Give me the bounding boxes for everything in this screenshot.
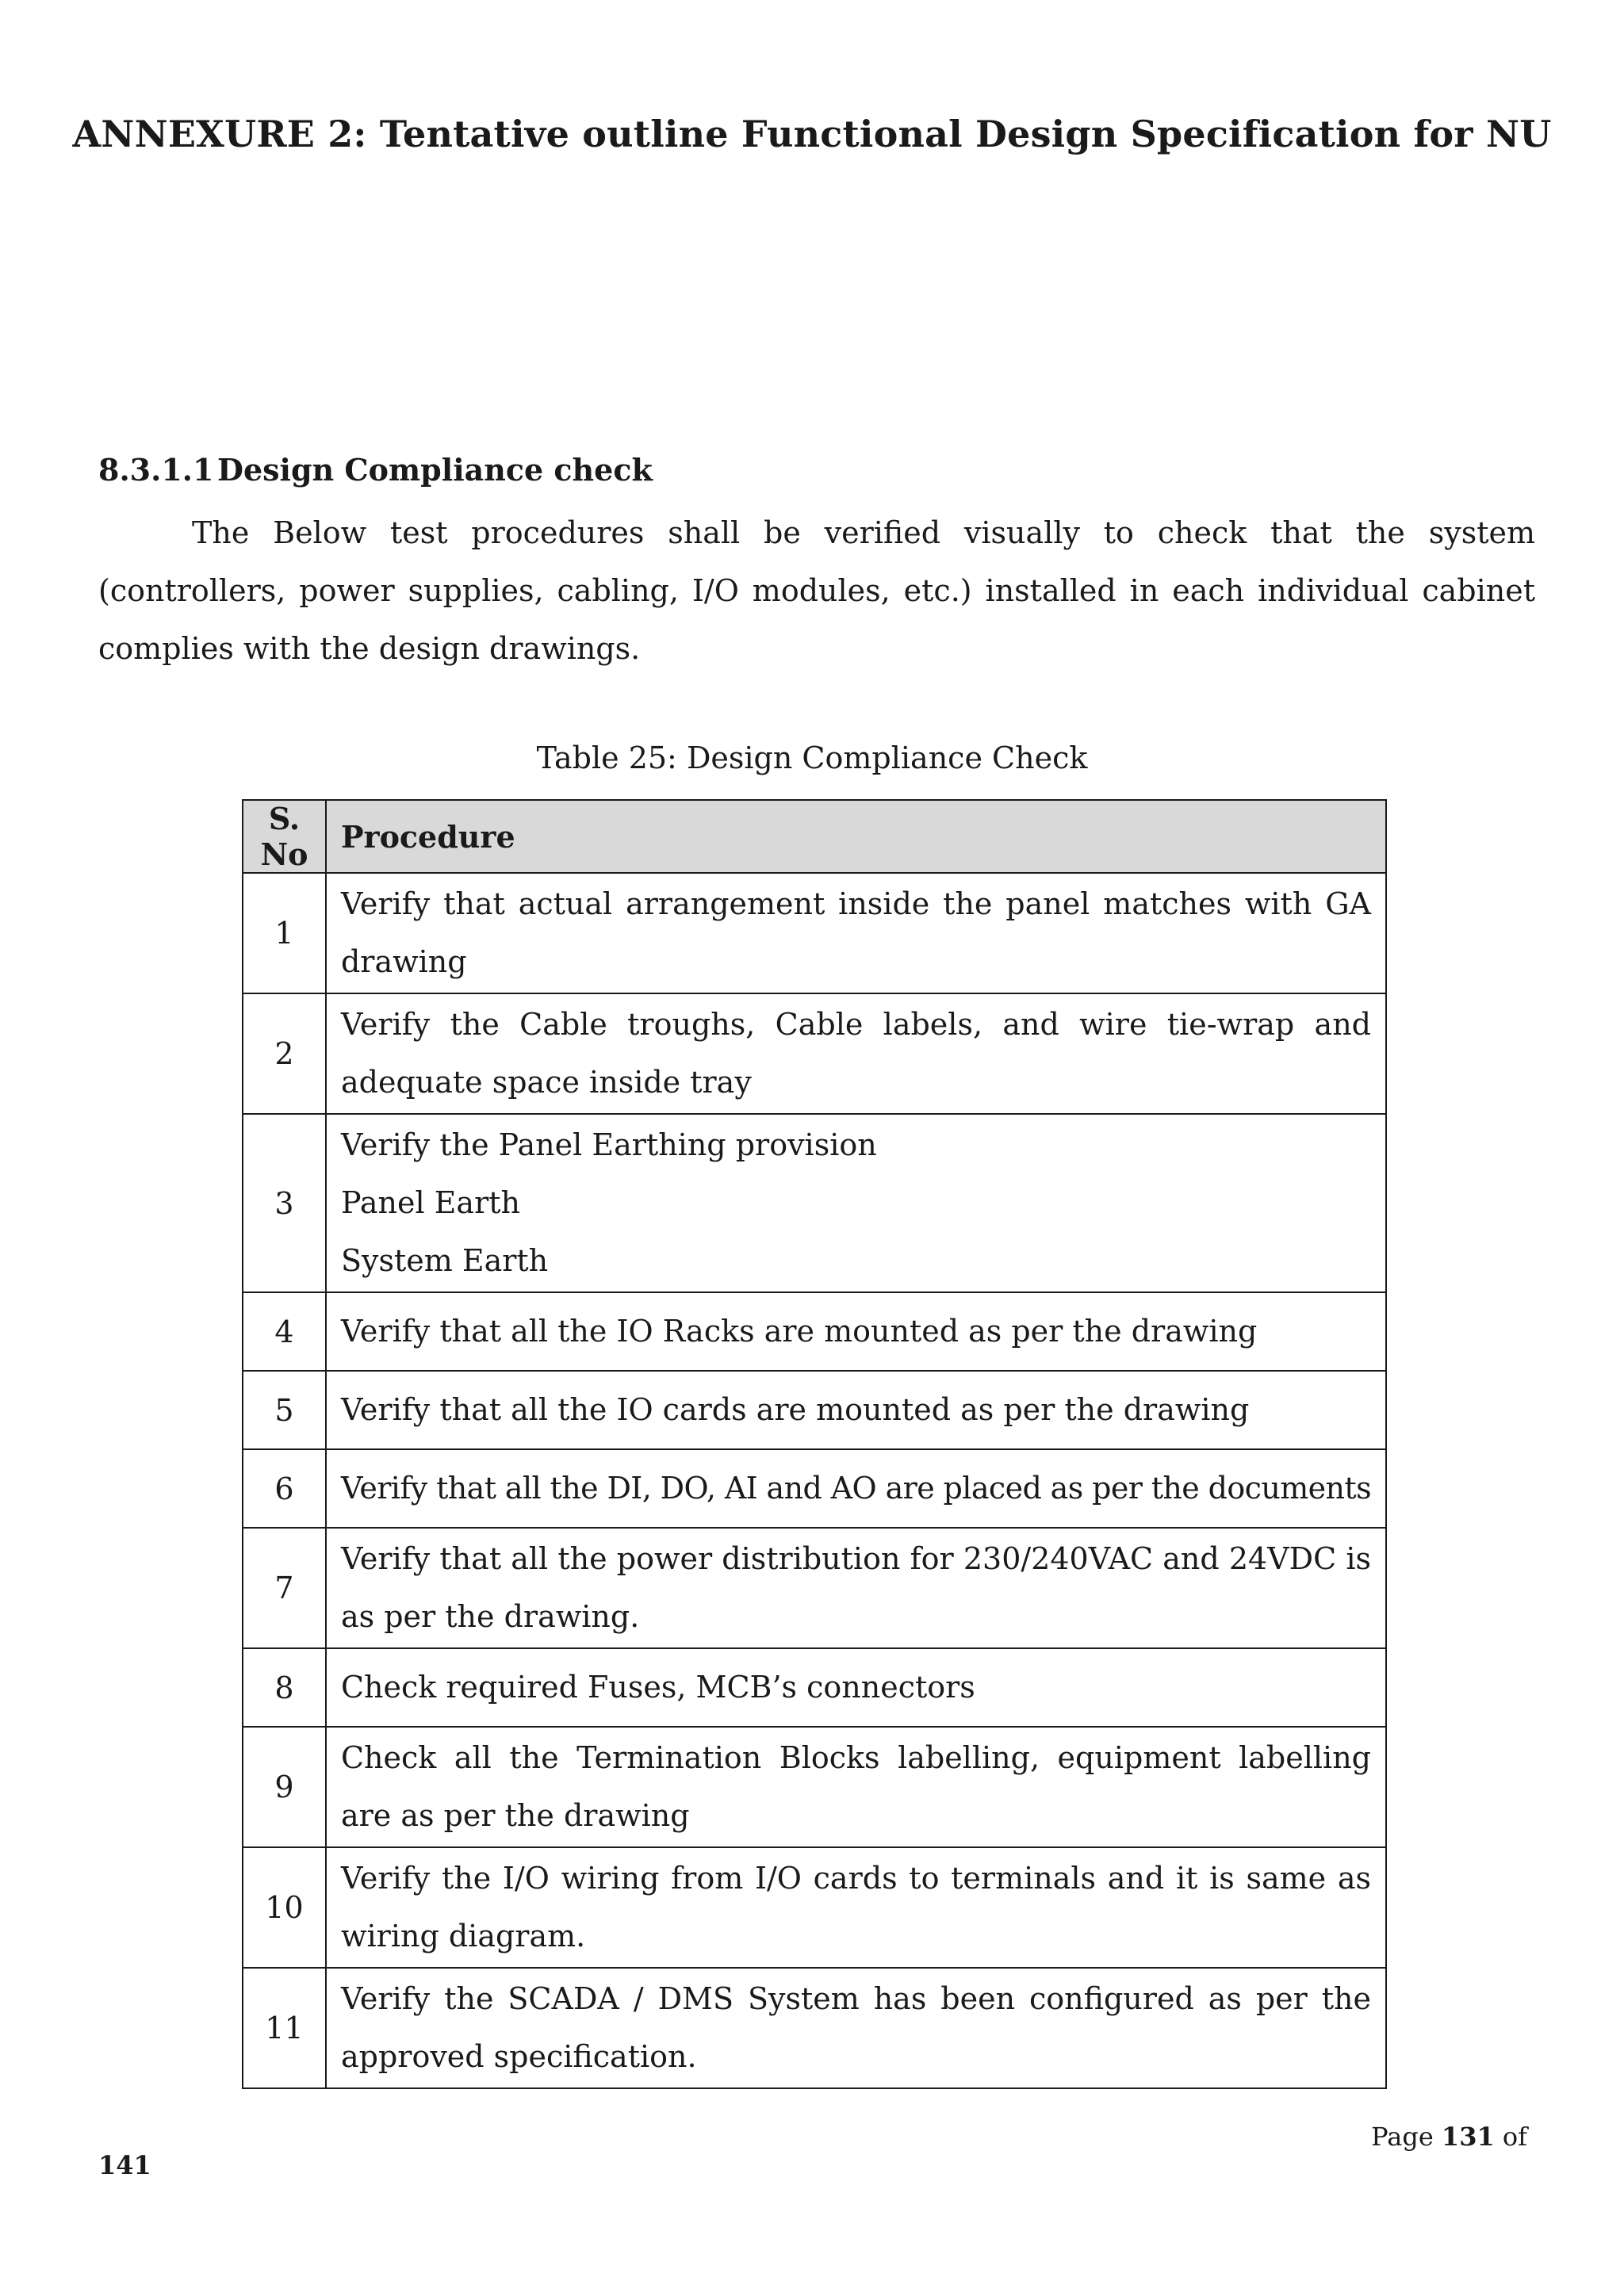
column-header-procedure: Procedure [326, 800, 1386, 873]
table-caption: Table 25: Design Compliance Check [536, 740, 1088, 775]
procedure-line: Panel Earth [340, 1185, 520, 1220]
row-procedure: Verify that all the DI, DO, AI and AO are placed as per the documents [326, 1449, 1386, 1528]
row-procedure: Verify that all the IO Racks are mounted as per the drawing [326, 1292, 1386, 1371]
table-row [243, 1449, 1386, 1528]
row-sno: 5 [243, 1371, 326, 1449]
row-procedure: Verify that actual arrangement inside the panel matches with GA drawing [326, 873, 1386, 993]
table-header-row [243, 800, 1386, 873]
row-sno: 8 [243, 1648, 326, 1727]
section-intro-paragraph: The Below test procedures shall be verified visually to check that the system (controllers, power supplies, cabling, I/O modules, etc.) installed in each individual cabinet complies with the design drawings. [98, 515, 1535, 666]
row-sno: 11 [243, 1968, 326, 2088]
table-row [243, 1968, 1386, 2088]
table-row [243, 1292, 1386, 1371]
page-footer [1371, 2122, 1527, 2152]
document-title: ANNEXURE 2: Tentative outline Functional Design Specification for NU [72, 113, 1552, 155]
table-row [243, 1648, 1386, 1727]
row-sno: 3 [243, 1114, 326, 1292]
row-sno: 6 [243, 1449, 326, 1528]
table-row [243, 1847, 1386, 1968]
row-sno: 2 [243, 993, 326, 1114]
row-procedure: Check required Fuses, MCB’s connectors [326, 1648, 1386, 1727]
row-procedure: Verify the SCADA / DMS System has been configured as per the approved specification. [326, 1968, 1386, 2088]
page-number: 131 [1441, 2122, 1495, 2152]
procedure-line: Verify the Panel Earthing provision [340, 1127, 877, 1162]
row-procedure: Verify that all the power distribution for 230/240VAC and 24VDC is as per the drawing. [326, 1528, 1386, 1648]
row-procedure: Verify that all the IO cards are mounted as per the drawing [326, 1371, 1386, 1449]
row-sno: 7 [243, 1528, 326, 1648]
page-total: 141 [98, 2150, 151, 2180]
page-prefix: Page [1371, 2122, 1442, 2152]
row-sno: 9 [243, 1727, 326, 1847]
table-row [243, 1727, 1386, 1847]
table-row [243, 993, 1386, 1114]
table-row [243, 1528, 1386, 1648]
row-sno: 1 [243, 873, 326, 993]
section-heading [98, 452, 653, 488]
row-procedure: Verify the I/O wiring from I/O cards to terminals and it is same as wiring diagram. [326, 1847, 1386, 1968]
design-compliance-table [242, 799, 1387, 2089]
procedure-line: System Earth [340, 1243, 549, 1278]
row-procedure [326, 1114, 1386, 1292]
row-procedure: Verify the Cable troughs, Cable labels, and wire tie-wrap and adequate space inside tray [326, 993, 1386, 1114]
row-sno: 10 [243, 1847, 326, 1968]
section-title: Design Compliance check [217, 452, 653, 488]
column-header-sno: S. No [243, 800, 326, 873]
table-row [243, 873, 1386, 993]
section-number: 8.3.1.1 [98, 452, 214, 488]
row-procedure: Check all the Termination Blocks labelling, equipment labelling are as per the drawing [326, 1727, 1386, 1847]
table-row [243, 1114, 1386, 1292]
table-row [243, 1371, 1386, 1449]
page-of: of [1494, 2122, 1527, 2152]
row-sno: 4 [243, 1292, 326, 1371]
